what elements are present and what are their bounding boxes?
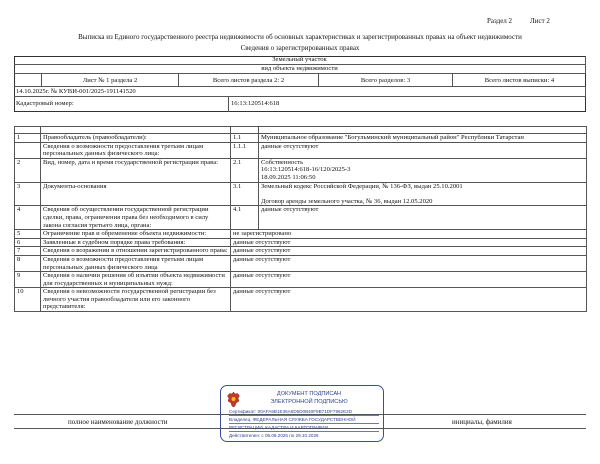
row-subnumber: 3.1 xyxy=(231,182,259,206)
sheet-label: Лист 2 xyxy=(530,17,550,25)
row-label: Сведения о возражении в отношении зарегистрированного права: xyxy=(41,247,231,256)
position-caption: полное наименование должности xyxy=(68,418,168,426)
stamp-title-1: ДОКУМЕНТ ПОДПИСАН xyxy=(276,391,342,397)
row-value: Земельный кодекс Российской Федерации, № 136-ФЗ, выдан 25.10.2001 Договор аренды земельного участка, № 36, выдан 12.05.2020 xyxy=(259,182,587,206)
row-number: 1 xyxy=(15,134,41,143)
table-row xyxy=(15,134,587,143)
total-sheets: Всего листов выписки: 4 xyxy=(453,74,586,87)
row-number: 8 xyxy=(15,255,41,271)
object-kind-caption: вид объекта недвижимости xyxy=(14,65,586,74)
row-value: Собственность 16:13:120514:618-16/120/2025-3 18.09.2025 11:06:50 xyxy=(259,158,587,182)
row-label: Правообладатель (правообладатели): xyxy=(41,134,231,143)
row-value: данные отсутствуют xyxy=(231,238,587,247)
stamp-owner-2: РЕГИСТРАЦИИ, КАДАСТРА И КАРТОГРАФИИ xyxy=(229,425,328,430)
row-label: Заявленные в судебном порядке права требования: xyxy=(41,238,231,247)
table-row xyxy=(15,182,587,206)
section-label: Раздел 2 xyxy=(487,17,513,25)
row-number: 10 xyxy=(15,288,41,312)
row-subnumber: 1.1 xyxy=(231,134,259,143)
table-row xyxy=(15,255,587,271)
row-subnumber: 2.1 xyxy=(231,158,259,182)
total-sheets-section: Всего листов раздела 2: 2 xyxy=(179,74,319,87)
table-row xyxy=(15,142,587,158)
row-value: данные отсутствуют xyxy=(231,288,587,312)
row-label: Сведения о невозможности государственной регистрации без личного участия правообладателя или его законного представителя: xyxy=(41,288,231,312)
row-number xyxy=(15,142,41,158)
row-subnumber: 4.1 xyxy=(231,206,259,230)
row-label: Сведения об осуществлении государственной регистрации сделки, права, ограничения права без необходимого в силу закона согласия третьего лица, органа: xyxy=(41,206,231,230)
row-label: Сведения о наличии решения об изъятии объекта недвижимости для государственных и муниципальных нужд: xyxy=(41,272,231,288)
row-subnumber: 1.1.1 xyxy=(231,142,259,158)
stamp-validity: Действителен: с 05.08.2025 по 29.10.2026 xyxy=(229,433,319,438)
row-value: данные отсутствуют xyxy=(231,272,587,288)
row-value: данные отсутствуют xyxy=(259,142,587,158)
sheet-of-section: Лист № 1 раздела 2 xyxy=(42,74,179,87)
document-subtitle: Сведения о зарегистрированных правах xyxy=(240,44,360,52)
table-row xyxy=(15,247,587,256)
row-number: 3 xyxy=(15,182,41,206)
row-number: 6 xyxy=(15,238,41,247)
row-number: 2 xyxy=(15,158,41,182)
row-number: 7 xyxy=(15,247,41,256)
row-value: данные отсутствуют xyxy=(231,247,587,256)
extract-date-number: 14.10.2025г. № КУВИ-001/2025-191141520 xyxy=(14,87,586,97)
row-label: Сведения о возможности предоставления третьим лицам персональных данных физического лица: xyxy=(41,142,231,158)
stamp-certificate: Сертификат: 00AFA6B1E36A6D5D0B40F9B71DF7962E2D xyxy=(229,409,353,414)
total-sections: Всего разделов: 3 xyxy=(319,74,453,87)
stamp-owner-1: Владелец: ФЕДЕРАЛЬНАЯ СЛУЖБА ГОСУДАРСТВЕННОЙ xyxy=(229,417,356,422)
table-row xyxy=(15,158,587,182)
cadastral-number: 16:13:120514:618 xyxy=(231,100,280,107)
row-number: 9 xyxy=(15,272,41,288)
cadastral-label: Кадастровый номер: xyxy=(14,97,229,112)
row-value: данные отсутствуют xyxy=(259,206,587,230)
table-row xyxy=(15,272,587,288)
row-label: Вид, номер, дата и время государственной регистрации права: xyxy=(41,158,231,182)
document-title: Выписка из Единого государственного реестра недвижимости об основных характеристиках и зарегистрированных правах на объект недвижимости xyxy=(78,33,522,41)
table-spacer-row xyxy=(15,127,587,134)
name-caption: инициалы, фамилия xyxy=(452,418,512,426)
row-number: 4 xyxy=(15,206,41,230)
object-kind: Земельный участок xyxy=(14,56,586,65)
stamp-title-2: ЭЛЕКТРОННОЙ ПОДПИСЬЮ xyxy=(270,399,348,405)
table-row xyxy=(15,288,587,312)
row-label: Ограничение прав и обременение объекта недвижимости: xyxy=(41,230,231,239)
table-row xyxy=(15,230,587,239)
row-number: 5 xyxy=(15,230,41,239)
table-row xyxy=(15,206,587,230)
row-value: не зарегистрировано xyxy=(231,230,587,239)
row-value: данные отсутствуют xyxy=(231,255,587,271)
electronic-signature-stamp xyxy=(220,385,384,442)
row-value: Муниципальное образование "Богульминский муниципальный район" Республики Татарстан xyxy=(259,134,587,143)
row-label: Сведения о возможности предоставления третьим лицам персональных данных физического лица xyxy=(41,255,231,271)
rights-table xyxy=(14,126,587,312)
row-label: Документы-основания xyxy=(41,182,231,206)
table-row xyxy=(15,238,587,247)
